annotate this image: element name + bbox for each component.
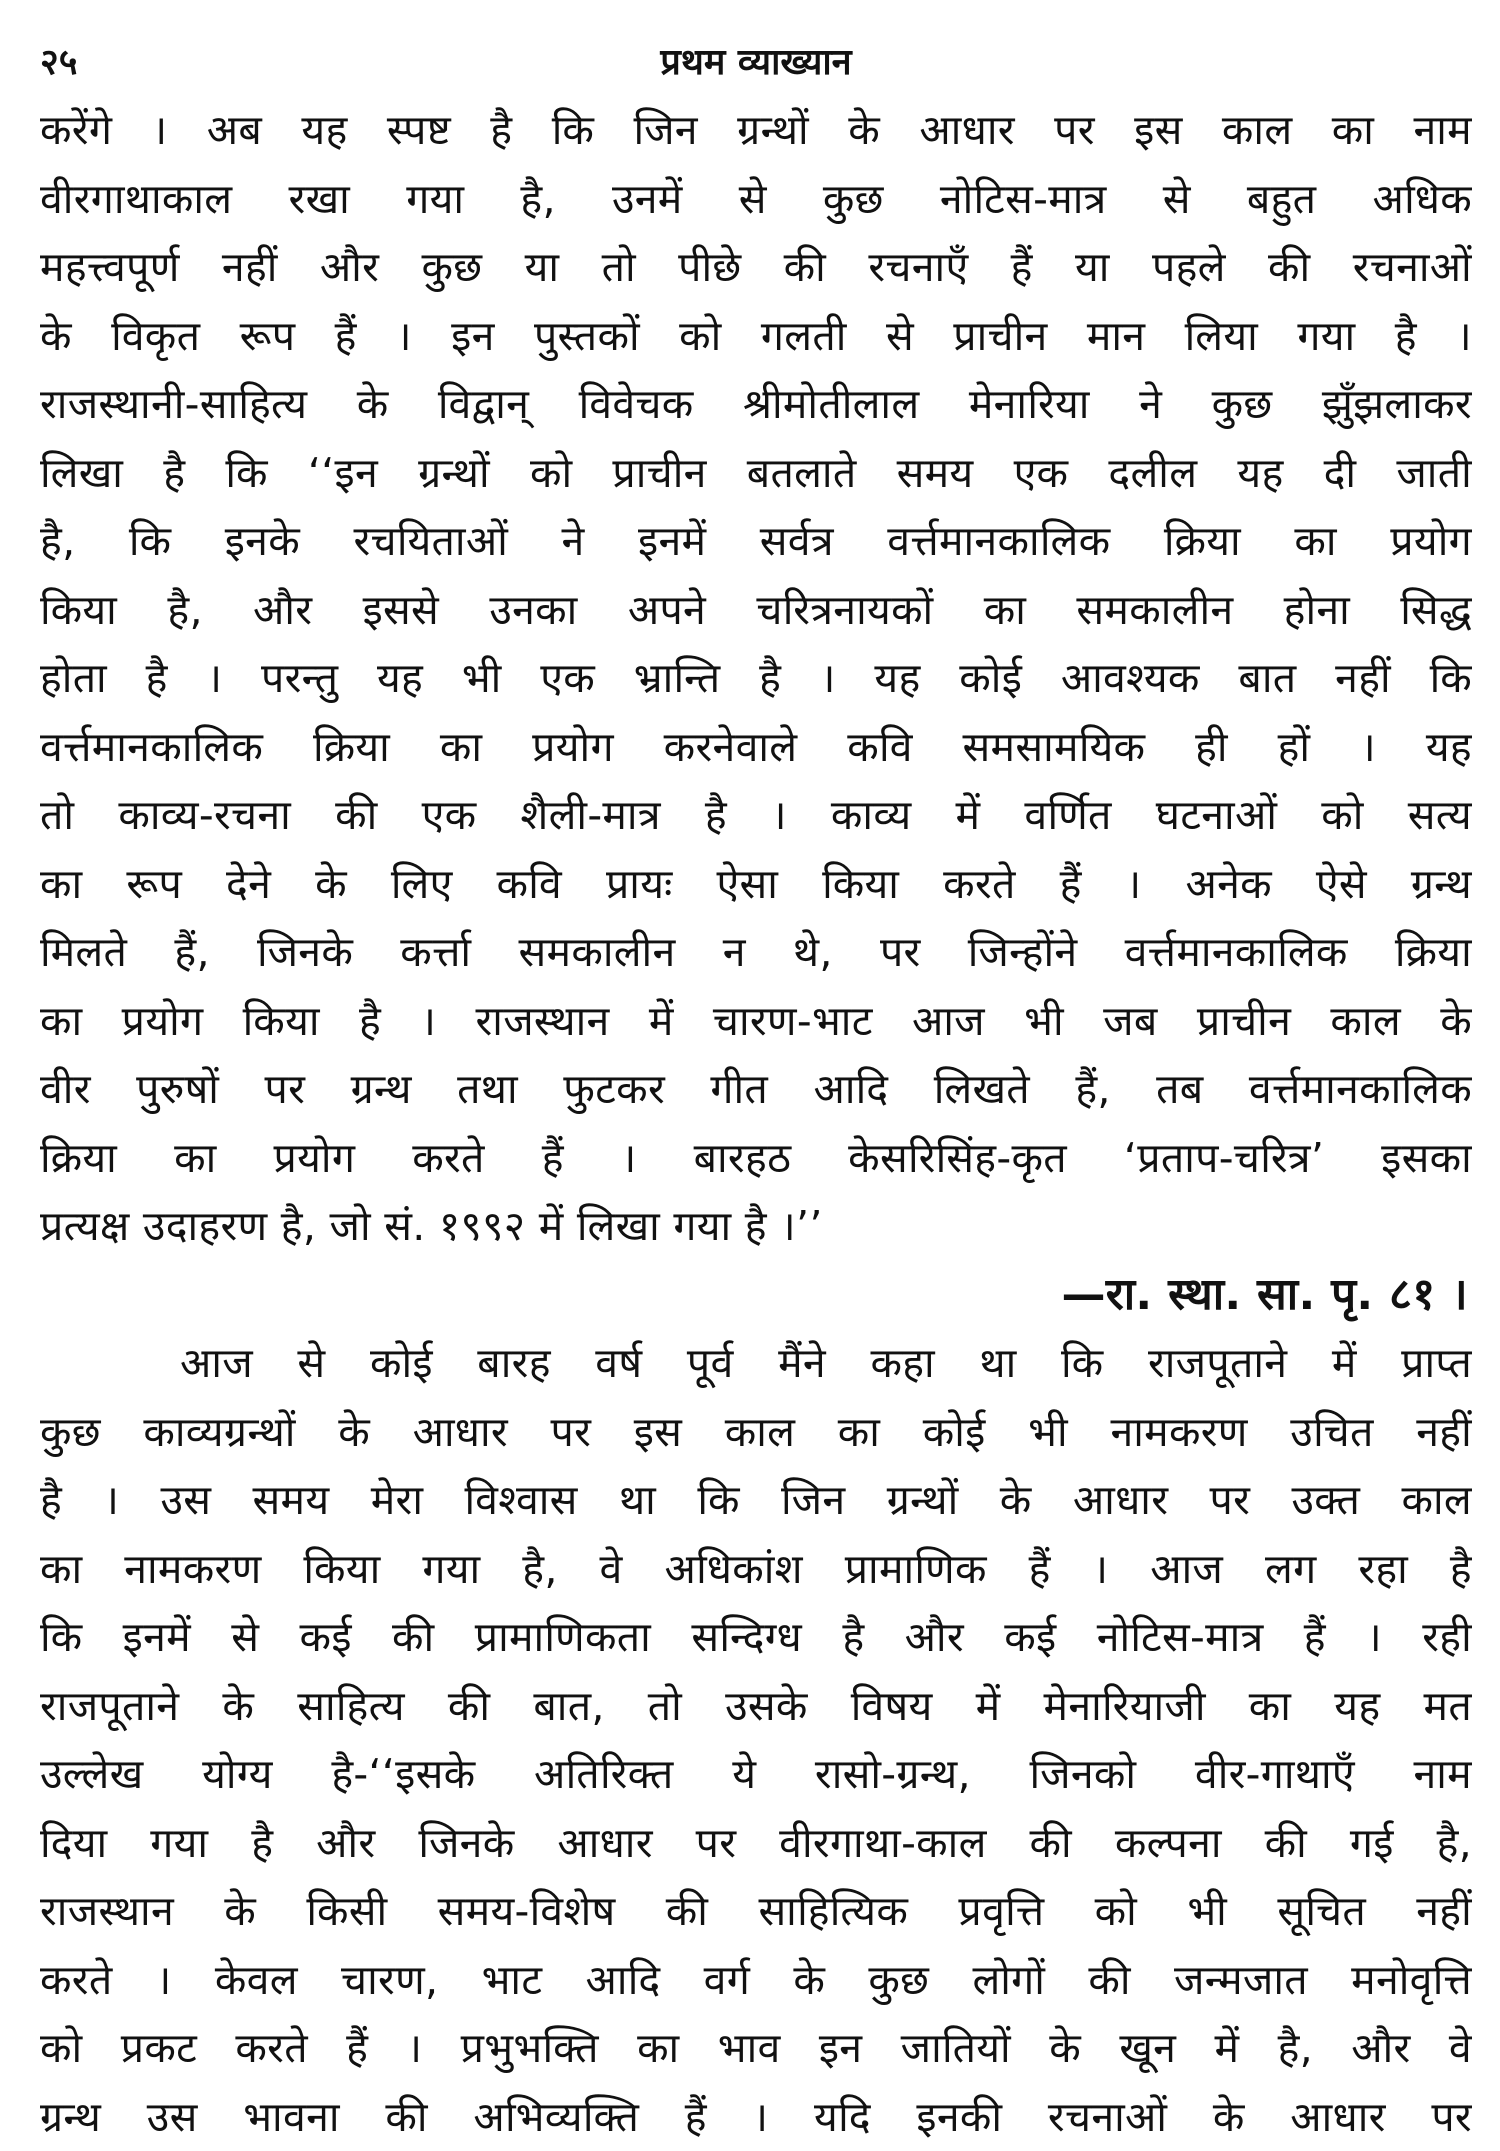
text-line: लिखा है कि ‘‘इन ग्रन्थों को प्राचीन बतलाते समय एक दलील यह दी जाती bbox=[40, 439, 1472, 508]
text-line: ग्रन्थ उस भावना की अभिव्यक्ति हैं । यदि इनकी रचनाओं के आधार पर bbox=[40, 2083, 1472, 2151]
page-number: २५ bbox=[40, 36, 77, 85]
text-line: का रूप देने के लिए कवि प्रायः ऐसा किया करते हैं । अनेक ऐसे ग्रन्थ bbox=[40, 850, 1472, 919]
text-line: करेंगे । अब यह स्पष्ट है कि जिन ग्रन्थों के आधार पर इस काल का नाम bbox=[40, 96, 1472, 165]
text-line: मिलते हैं, जिनके कर्त्ता समकालीन न थे, पर जिन्होंने वर्त्तमानकालिक क्रिया bbox=[40, 918, 1472, 987]
text-line: है । उस समय मेरा विश्वास था कि जिन ग्रन्थों के आधार पर उक्त काल bbox=[40, 1466, 1472, 1535]
text-line: के विकृत रूप हैं । इन पुस्तकों को गलती से प्राचीन मान लिया गया है । bbox=[40, 302, 1472, 371]
text-line: क्रिया का प्रयोग करते हैं । बारहठ केसरिसिंह-कृत ‘प्रताप-चरित्र’ इसका bbox=[40, 1124, 1472, 1193]
text-line: राजस्थानी-साहित्य के विद्वान् विवेचक श्रीमोतीलाल मेनारिया ने कुछ झुँझलाकर bbox=[40, 370, 1472, 439]
text-line: कुछ काव्यग्रन्थों के आधार पर इस काल का कोई भी नामकरण उचित नहीं bbox=[40, 1398, 1472, 1467]
page-header bbox=[40, 28, 1472, 96]
text-line: को प्रकट करते हैं । प्रभुभक्ति का भाव इन जातियों के खून में है, और वे bbox=[40, 2014, 1472, 2083]
text-line: राजस्थान के किसी समय-विशेष की साहित्यिक प्रवृत्ति को भी सूचित नहीं bbox=[40, 1877, 1472, 1946]
text-line: वीरगाथाकाल रखा गया है, उनमें से कुछ नोटिस-मात्र से बहुत अधिक bbox=[40, 165, 1472, 234]
text-line: राजपूताने के साहित्य की बात, तो उसके विषय में मेनारियाजी का यह मत bbox=[40, 1672, 1472, 1741]
text-line: किया है, और इससे उनका अपने चरित्रनायकों का समकालीन होना सिद्ध bbox=[40, 576, 1472, 645]
running-title: प्रथम व्याख्यान bbox=[40, 36, 1472, 85]
text-line: कि इनमें से कई की प्रामाणिकता सन्दिग्ध है और कई नोटिस-मात्र हैं । रही bbox=[40, 1603, 1472, 1672]
text-line: आज से कोई बारह वर्ष पूर्व मैंने कहा था कि राजपूताने में प्राप्त bbox=[40, 1329, 1472, 1398]
text-line: दिया गया है और जिनके आधार पर वीरगाथा-काल की कल्पना की गई है, bbox=[40, 1809, 1472, 1878]
text-line: का प्रयोग किया है । राजस्थान में चारण-भाट आज भी जब प्राचीन काल के bbox=[40, 987, 1472, 1056]
text-line: करते । केवल चारण, भाट आदि वर्ग के कुछ लोगों की जन्मजात मनोवृत्ति bbox=[40, 1946, 1472, 2015]
text-line: महत्त्वपूर्ण नहीं और कुछ या तो पीछे की रचनाएँ हैं या पहले की रचनाओं bbox=[40, 233, 1472, 302]
text-line: प्रत्यक्ष उदाहरण है, जो सं. १९९२ में लिखा गया है ।’’ bbox=[40, 1192, 1472, 1261]
text-line: का नामकरण किया गया है, वे अधिकांश प्रामाणिक हैं । आज लग रहा है bbox=[40, 1535, 1472, 1604]
paragraph-quote bbox=[40, 96, 1472, 1261]
text-line: वर्त्तमानकालिक क्रिया का प्रयोग करनेवाले कवि समसामयिक ही हों । यह bbox=[40, 713, 1472, 782]
text-line: है, कि इनके रचयिताओं ने इनमें सर्वत्र वर्त्तमानकालिक क्रिया का प्रयोग bbox=[40, 507, 1472, 576]
body-text bbox=[40, 96, 1472, 2151]
citation: —रा. स्था. सा. पृ. ८१ । bbox=[40, 1261, 1472, 1330]
text-line: होता है । परन्तु यह भी एक भ्रान्ति है । यह कोई आवश्यक बात नहीं कि bbox=[40, 644, 1472, 713]
text-line: तो काव्य-रचना की एक शैली-मात्र है । काव्य में वर्णित घटनाओं को सत्य bbox=[40, 781, 1472, 850]
text-line: वीर पुरुषों पर ग्रन्थ तथा फुटकर गीत आदि लिखते हैं, तब वर्त्तमानकालिक bbox=[40, 1055, 1472, 1124]
paragraph-main bbox=[40, 1329, 1472, 2151]
text-line: उल्लेख योग्य है-‘‘इसके अतिरिक्त ये रासो-ग्रन्थ, जिनको वीर-गाथाएँ नाम bbox=[40, 1740, 1472, 1809]
